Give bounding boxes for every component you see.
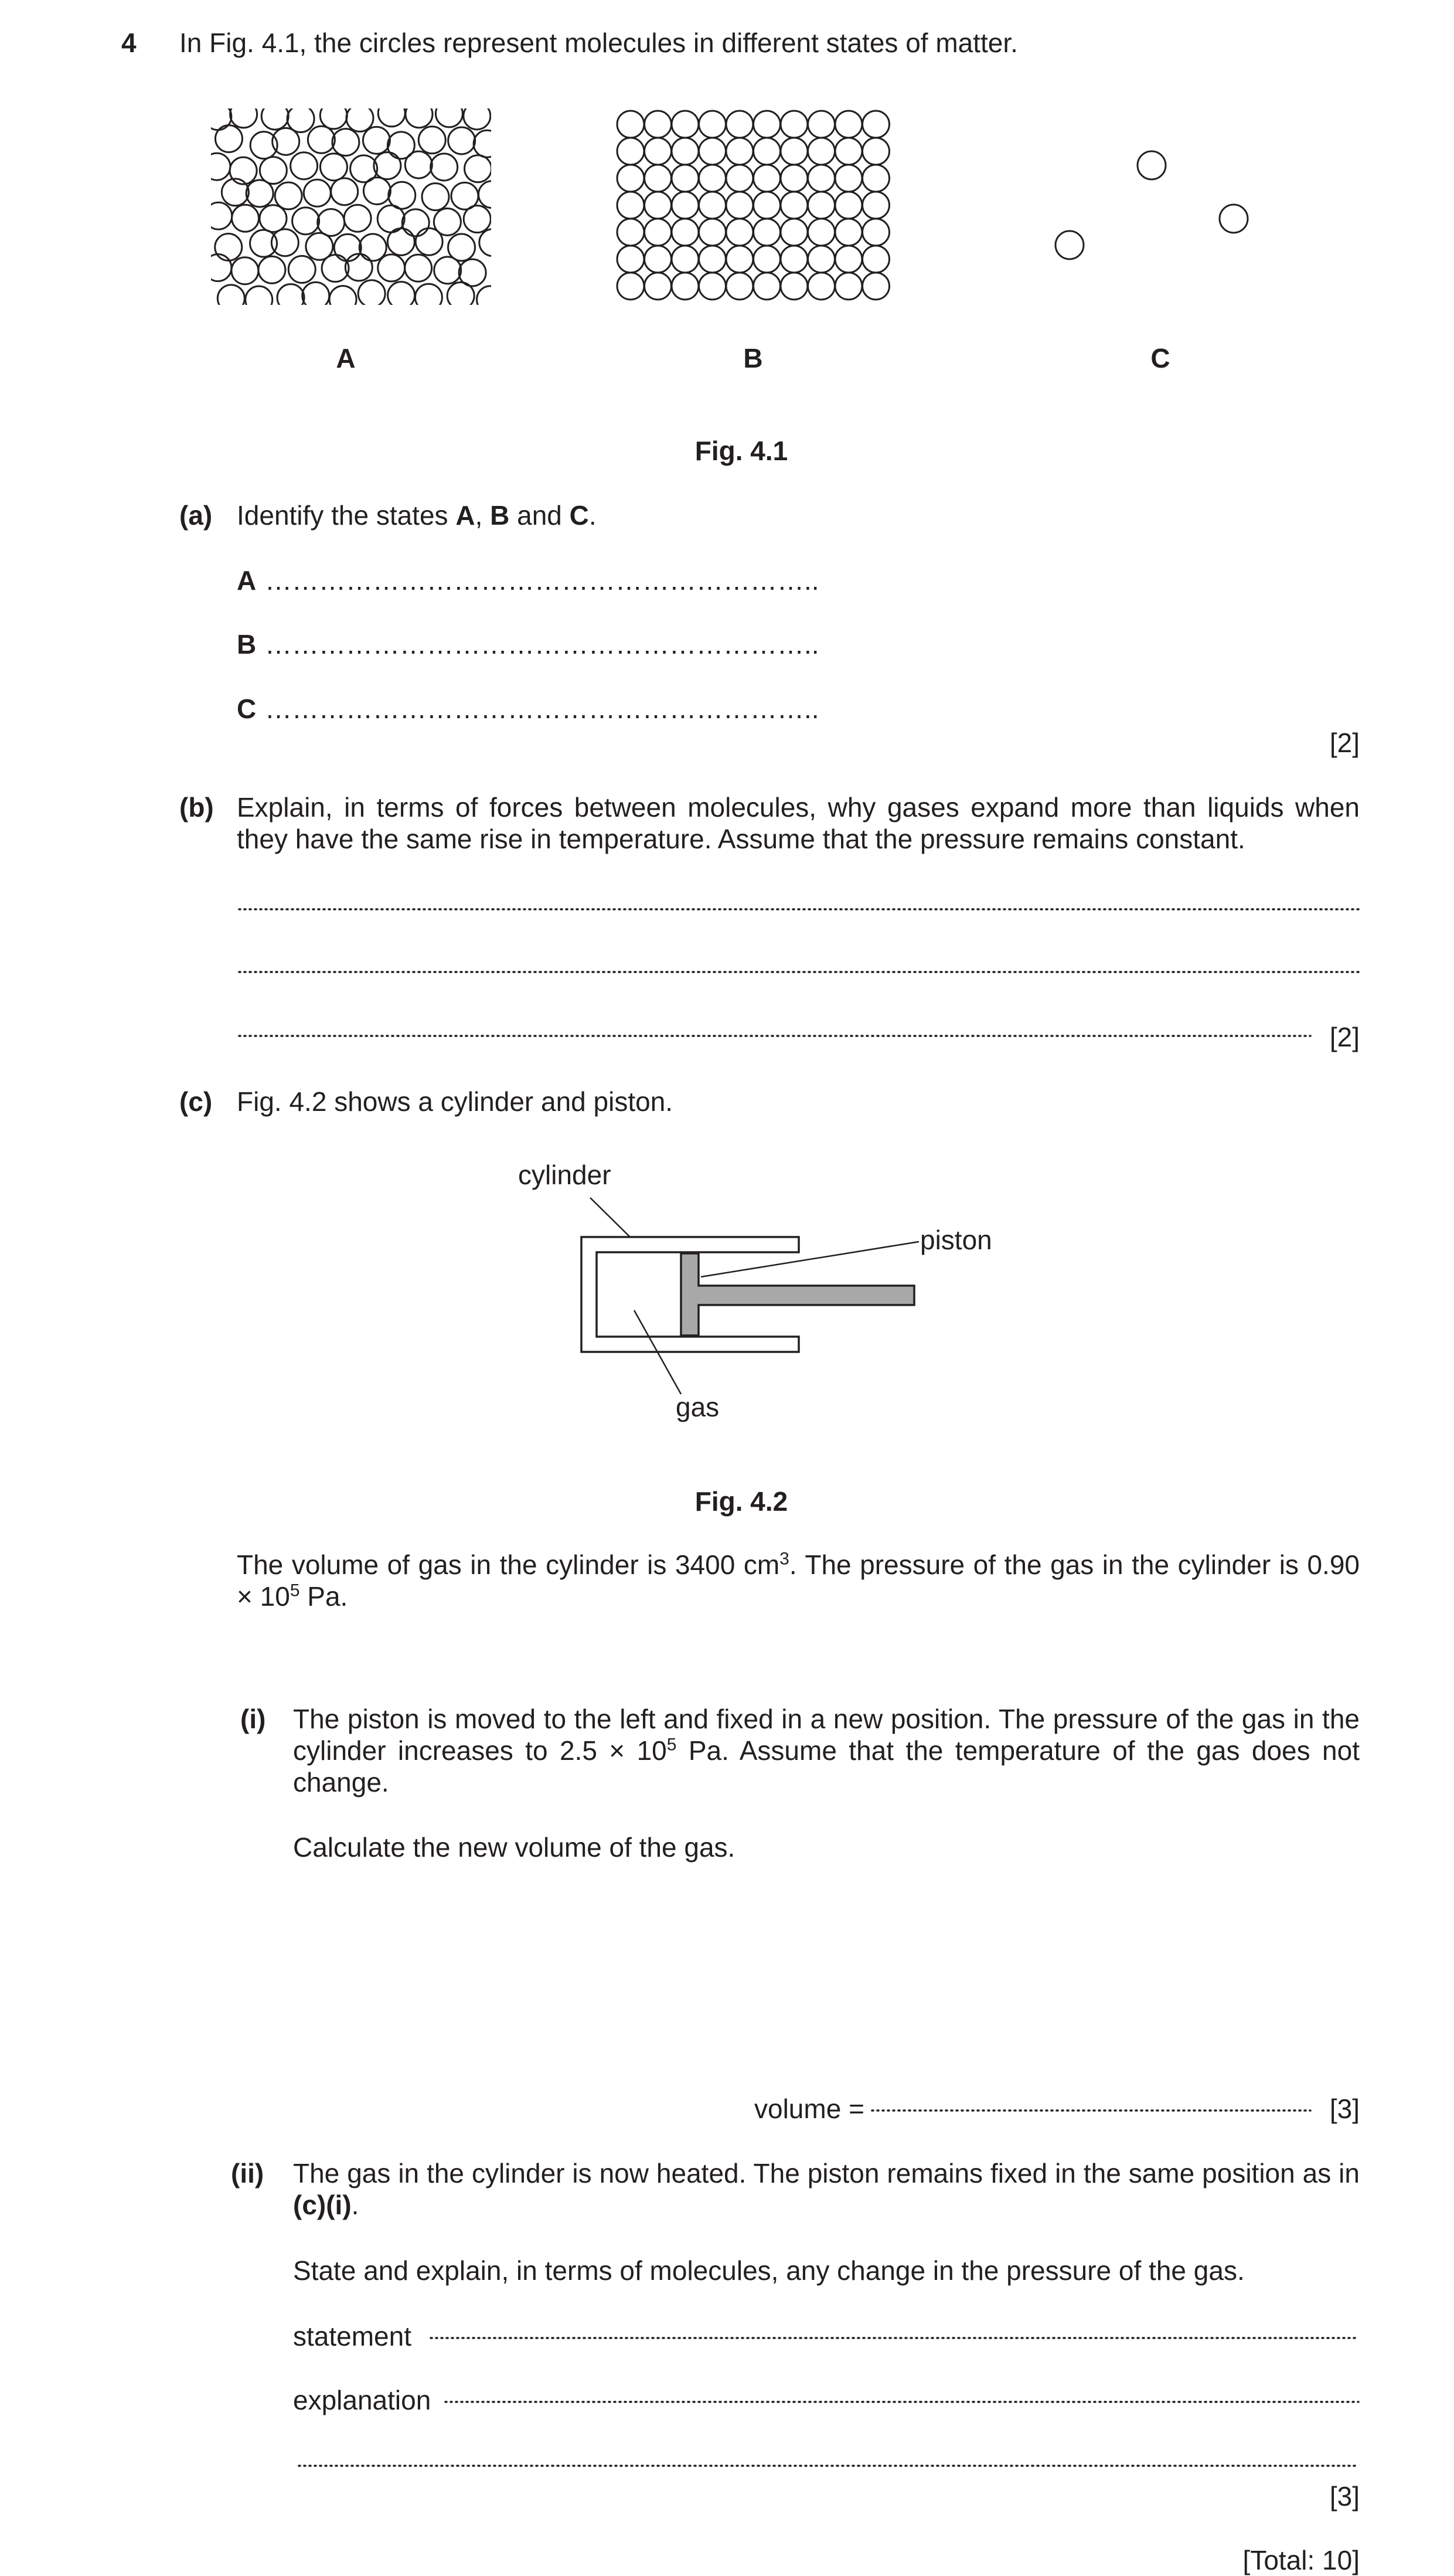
explanation-label: explanation (293, 2385, 431, 2415)
question-number: 4 (121, 28, 137, 58)
part-a-question: Identify the states A, B and C. (237, 500, 597, 531)
part-c-ii-label: (ii) (231, 2158, 264, 2188)
fig42-label-piston: piston (920, 1225, 992, 1255)
part-c-volume-text: The volume of gas in the cylinder is 3400 $cm^3$. The pressure of the gas in the cylinder is $0.90 \times 10^5$ Pa. (237, 1549, 1360, 1612)
total-marks: [Total: 10] (1242, 2545, 1360, 2575)
question-intro: In Fig. 4.1, the circles represent molecules in different states of matter. (179, 28, 1018, 58)
part-c-intro: Fig. 4.2 shows a cylinder and piston. (237, 1086, 673, 1117)
part-c-label: (c) (179, 1086, 213, 1117)
fig42-label-cylinder: cylinder (518, 1160, 611, 1190)
fig41-label-b: B (743, 343, 763, 373)
part-c-ii-question: The gas in the cylinder is now heated. The piston remains fixed in the same position as in (c)(i). (293, 2158, 1360, 2220)
part-b-question: Explain, in terms of forces between molecules, why gases expand more than liquids when they have the same rise in temperature. Assume that the pressure remains constant. (237, 792, 1360, 854)
answer-line-b[interactable]: …………………………………………………….. (265, 629, 819, 660)
statement-label: statement (293, 2321, 411, 2351)
part-b-marks: [2] (1329, 1022, 1360, 1052)
volume-answer-label: volume = (754, 2094, 864, 2124)
part-a-marks: [2] (1329, 728, 1360, 758)
fig41-label-c: C (1150, 343, 1170, 373)
part-b-label: (b) (179, 792, 214, 823)
part-c-i-label: (i) (240, 1704, 266, 1734)
part-a-label: (a) (179, 500, 213, 531)
answer-line-a[interactable]: …………………………………………………….. (265, 565, 819, 596)
fig41-label-a: A (336, 343, 356, 373)
answer-label-b: B (237, 629, 257, 660)
part-c-i-marks: [3] (1329, 2094, 1360, 2124)
part-c-ii-marks: [3] (1329, 2481, 1360, 2512)
fig42-caption: Fig. 4.2 (694, 1486, 788, 1517)
fig42-label-gas: gas (676, 1392, 720, 1422)
piston (681, 1253, 914, 1335)
fig41-caption: Fig. 4.1 (694, 436, 788, 466)
part-c-i-instruction: Calculate the new volume of the gas. (293, 1832, 735, 1863)
part-c-i-question: The piston is moved to the left and fixed in a new position. The pressure of the gas in the cylinder increases to $2.5 \times 10^5$ Pa. Assume that the temperature of the gas does not change. (293, 1704, 1360, 1797)
answer-label-a: A (237, 565, 257, 596)
cylinder-leader-line (590, 1198, 630, 1237)
answer-line-c[interactable]: …………………………………………………….. (265, 694, 819, 724)
part-c-ii-instruction: State and explain, in terms of molecules, any change in the pressure of the gas. (293, 2255, 1245, 2286)
figure-4-2 (581, 1198, 919, 1394)
answer-label-c: C (237, 694, 257, 724)
